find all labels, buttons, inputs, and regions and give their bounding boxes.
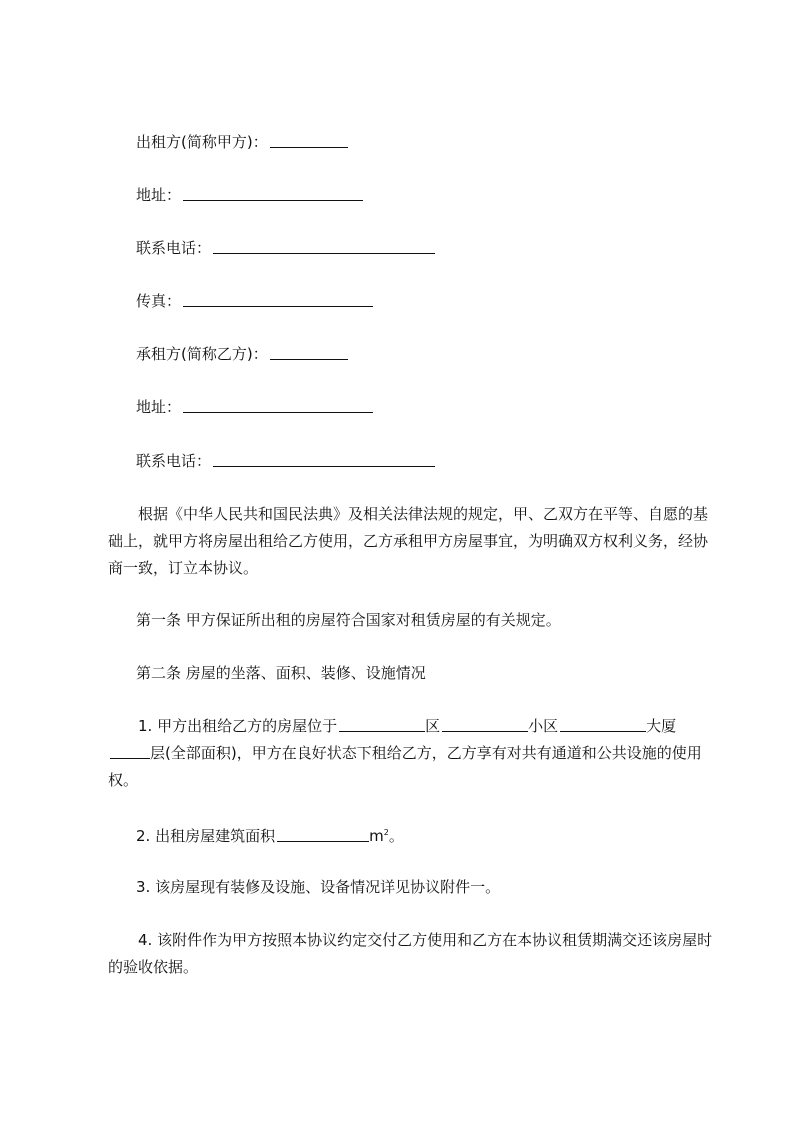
lessee-address-line: [136, 398, 373, 416]
preamble-paragraph: [108, 501, 714, 582]
article-2-title-text: 第二条 房屋的坐落、面积、装修、设施情况: [136, 664, 426, 682]
preamble-text: 根据《中华人民共和国民法典》及相关法律法规的规定，甲、乙双方在平等、自愿的基础上，就甲方将房屋出租给乙方使用，乙方承租甲方房屋事宜，为明确双方权利义务，经协商一致，订立本协议。: [108, 505, 709, 577]
lessor-fax-line: [136, 292, 373, 310]
lessor-phone-label: 联系电话：: [136, 239, 212, 257]
lessor-line: [136, 133, 348, 151]
lessee-phone-label: 联系电话：: [136, 452, 212, 470]
lessee-phone-blank[interactable]: [213, 452, 435, 467]
item-3-text: 3. 该房屋现有装修及设施、设备情况详见协议附件一。: [136, 878, 501, 896]
district-label: 区: [425, 717, 441, 735]
location-blank[interactable]: [339, 717, 425, 732]
item-1-prefix: 1. 甲方出租给乙方的房屋位于: [138, 717, 338, 735]
floor-label: 层(全部面积)，甲方在良好状态下租给乙方，乙方享有对共有通道和公共设施的使用权。: [108, 744, 702, 789]
item-2-prefix: 2. 出租房屋建筑面积: [136, 827, 276, 845]
article-2-item-4: [108, 927, 714, 981]
lessor-address-label: 地址：: [136, 186, 182, 204]
item-4-text: 4. 该附件作为甲方按照本协议约定交付乙方使用和乙方在本协议租赁期满交还该房屋时的验收依据。: [108, 931, 713, 976]
article-2-item-3: [136, 878, 500, 896]
article-2-title: [136, 664, 426, 682]
article-1-text: 第一条 甲方保证所出租的房屋符合国家对租赁房屋的有关规定。: [136, 611, 561, 629]
lessor-phone-blank[interactable]: [213, 239, 435, 254]
lessee-line: [136, 345, 348, 363]
area-unit-sup: 2: [383, 828, 389, 837]
item-2-suffix: 。: [388, 827, 404, 845]
lessor-blank[interactable]: [270, 133, 348, 148]
article-2-item-1: [108, 713, 714, 794]
community-blank[interactable]: [560, 717, 646, 732]
area-blank[interactable]: [277, 827, 369, 842]
lessor-phone-line: [136, 239, 435, 257]
lessee-label: 承租方(简称乙方)：: [136, 345, 268, 363]
lessee-address-blank[interactable]: [183, 398, 373, 413]
community-label: 小区: [528, 717, 559, 735]
district-blank[interactable]: [442, 717, 528, 732]
lessee-address-label: 地址：: [136, 398, 182, 416]
lessor-fax-blank[interactable]: [183, 292, 373, 307]
lessor-address-blank[interactable]: [183, 186, 363, 201]
building-label: 大厦: [646, 717, 677, 735]
lessee-phone-line: [136, 452, 435, 470]
lessor-label: 出租方(简称甲方)：: [136, 133, 268, 151]
lessee-blank[interactable]: [270, 345, 348, 360]
lessor-fax-label: 传真：: [136, 292, 182, 310]
floor-blank[interactable]: [110, 744, 150, 759]
article-1: [136, 611, 561, 629]
lessor-address-line: [136, 186, 363, 204]
area-unit: m: [369, 827, 384, 845]
article-2-item-2: [136, 824, 404, 845]
